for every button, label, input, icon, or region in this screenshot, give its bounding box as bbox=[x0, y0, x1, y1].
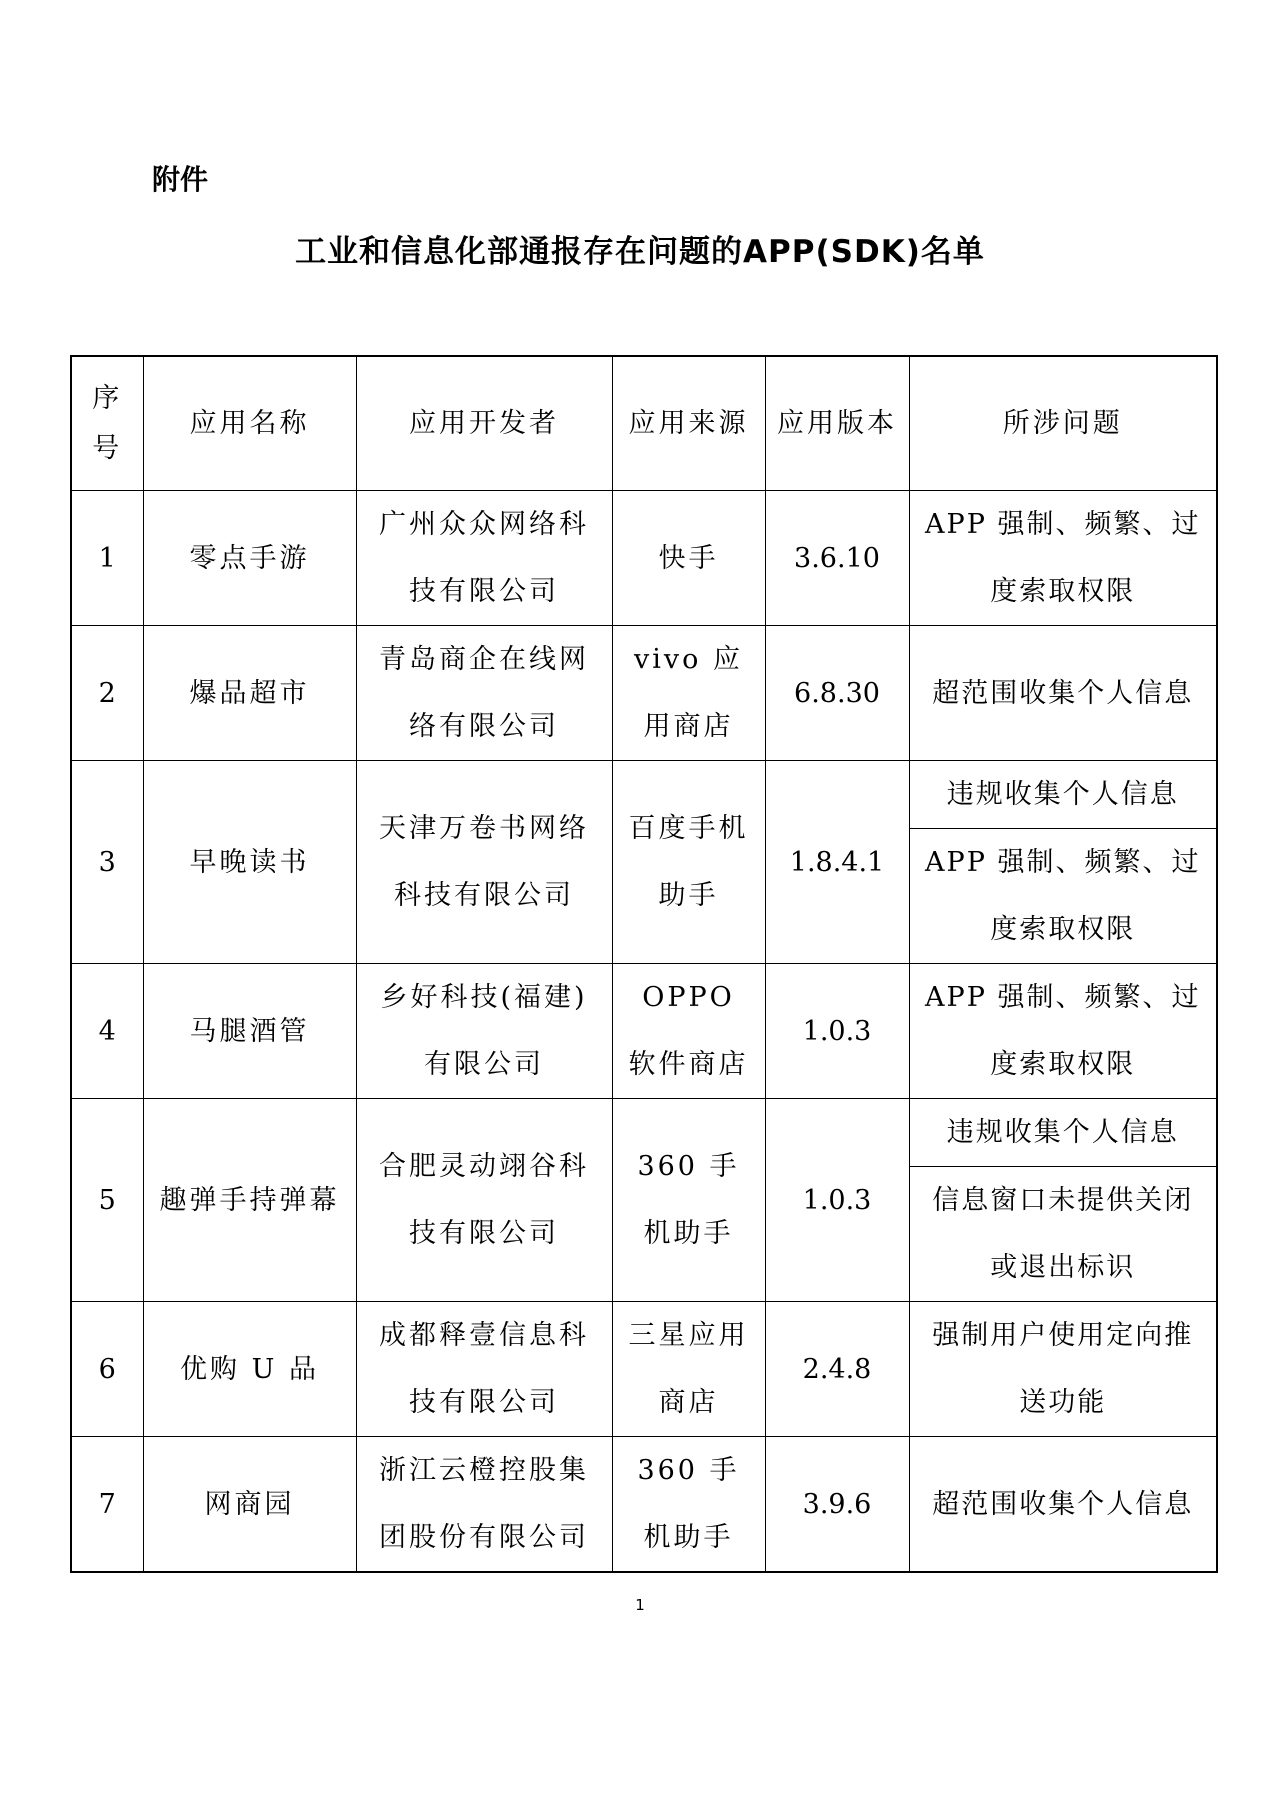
cell-issue: APP 强制、频繁、过度索取权限 bbox=[909, 829, 1217, 964]
cell-issue: 超范围收集个人信息 bbox=[909, 626, 1217, 761]
header-source: 应用来源 bbox=[612, 356, 765, 491]
cell-source: 360 手机助手 bbox=[612, 1437, 765, 1573]
page-number: 1 bbox=[635, 1596, 645, 1614]
cell-developer: 青岛商企在线网络有限公司 bbox=[356, 626, 612, 761]
cell-issue: 强制用户使用定向推送功能 bbox=[909, 1302, 1217, 1437]
cell-seq: 7 bbox=[71, 1437, 143, 1573]
cell-source: 360 手机助手 bbox=[612, 1099, 765, 1302]
cell-source: 百度手机助手 bbox=[612, 761, 765, 964]
table-row bbox=[71, 964, 1217, 1099]
table-row bbox=[71, 491, 1217, 626]
table-row bbox=[71, 761, 1217, 829]
header-developer: 应用开发者 bbox=[356, 356, 612, 491]
cell-version: 2.4.8 bbox=[765, 1302, 909, 1437]
header-app-name: 应用名称 bbox=[143, 356, 356, 491]
attachment-label: 附件 bbox=[152, 163, 209, 196]
cell-seq: 2 bbox=[71, 626, 143, 761]
cell-source: 快手 bbox=[612, 491, 765, 626]
cell-developer: 天津万卷书网络科技有限公司 bbox=[356, 761, 612, 964]
cell-seq: 1 bbox=[71, 491, 143, 626]
header-version: 应用版本 bbox=[765, 356, 909, 491]
cell-source: vivo 应用商店 bbox=[612, 626, 765, 761]
cell-issue: APP 强制、频繁、过度索取权限 bbox=[909, 964, 1217, 1099]
cell-issue: 超范围收集个人信息 bbox=[909, 1437, 1217, 1573]
cell-source: 三星应用商店 bbox=[612, 1302, 765, 1437]
cell-developer: 乡好科技(福建)有限公司 bbox=[356, 964, 612, 1099]
cell-version: 3.9.6 bbox=[765, 1437, 909, 1573]
cell-seq: 5 bbox=[71, 1099, 143, 1302]
cell-source: OPPO 软件商店 bbox=[612, 964, 765, 1099]
cell-issue: 违规收集个人信息 bbox=[909, 1099, 1217, 1167]
cell-app-name: 早晚读书 bbox=[143, 761, 356, 964]
cell-app-name: 趣弹手持弹幕 bbox=[143, 1099, 356, 1302]
cell-developer: 合肥灵动翊谷科技有限公司 bbox=[356, 1099, 612, 1302]
table-header-row bbox=[71, 356, 1217, 491]
cell-version: 1.8.4.1 bbox=[765, 761, 909, 964]
document-title: 工业和信息化部通报存在问题的APP(SDK)名单 bbox=[295, 234, 985, 270]
table-row bbox=[71, 626, 1217, 761]
cell-version: 1.0.3 bbox=[765, 1099, 909, 1302]
cell-app-name: 优购 U 品 bbox=[143, 1302, 356, 1437]
cell-app-name: 网商园 bbox=[143, 1437, 356, 1573]
cell-version: 1.0.3 bbox=[765, 964, 909, 1099]
cell-seq: 3 bbox=[71, 761, 143, 964]
cell-developer: 广州众众网络科技有限公司 bbox=[356, 491, 612, 626]
cell-app-name: 马腿酒管 bbox=[143, 964, 356, 1099]
cell-issue: APP 强制、频繁、过度索取权限 bbox=[909, 491, 1217, 626]
cell-version: 6.8.30 bbox=[765, 626, 909, 761]
header-issues: 所涉问题 bbox=[909, 356, 1217, 491]
cell-app-name: 零点手游 bbox=[143, 491, 356, 626]
cell-developer: 浙江云橙控股集团股份有限公司 bbox=[356, 1437, 612, 1573]
cell-issue: 信息窗口未提供关闭或退出标识 bbox=[909, 1167, 1217, 1302]
cell-version: 3.6.10 bbox=[765, 491, 909, 626]
app-list-table bbox=[70, 355, 1218, 1573]
table-row bbox=[71, 1437, 1217, 1573]
cell-app-name: 爆品超市 bbox=[143, 626, 356, 761]
cell-seq: 4 bbox=[71, 964, 143, 1099]
cell-developer: 成都释壹信息科技有限公司 bbox=[356, 1302, 612, 1437]
header-seq: 序 号 bbox=[71, 356, 143, 491]
table-row bbox=[71, 1302, 1217, 1437]
cell-seq: 6 bbox=[71, 1302, 143, 1437]
cell-issue: 违规收集个人信息 bbox=[909, 761, 1217, 829]
table-row bbox=[71, 1099, 1217, 1167]
